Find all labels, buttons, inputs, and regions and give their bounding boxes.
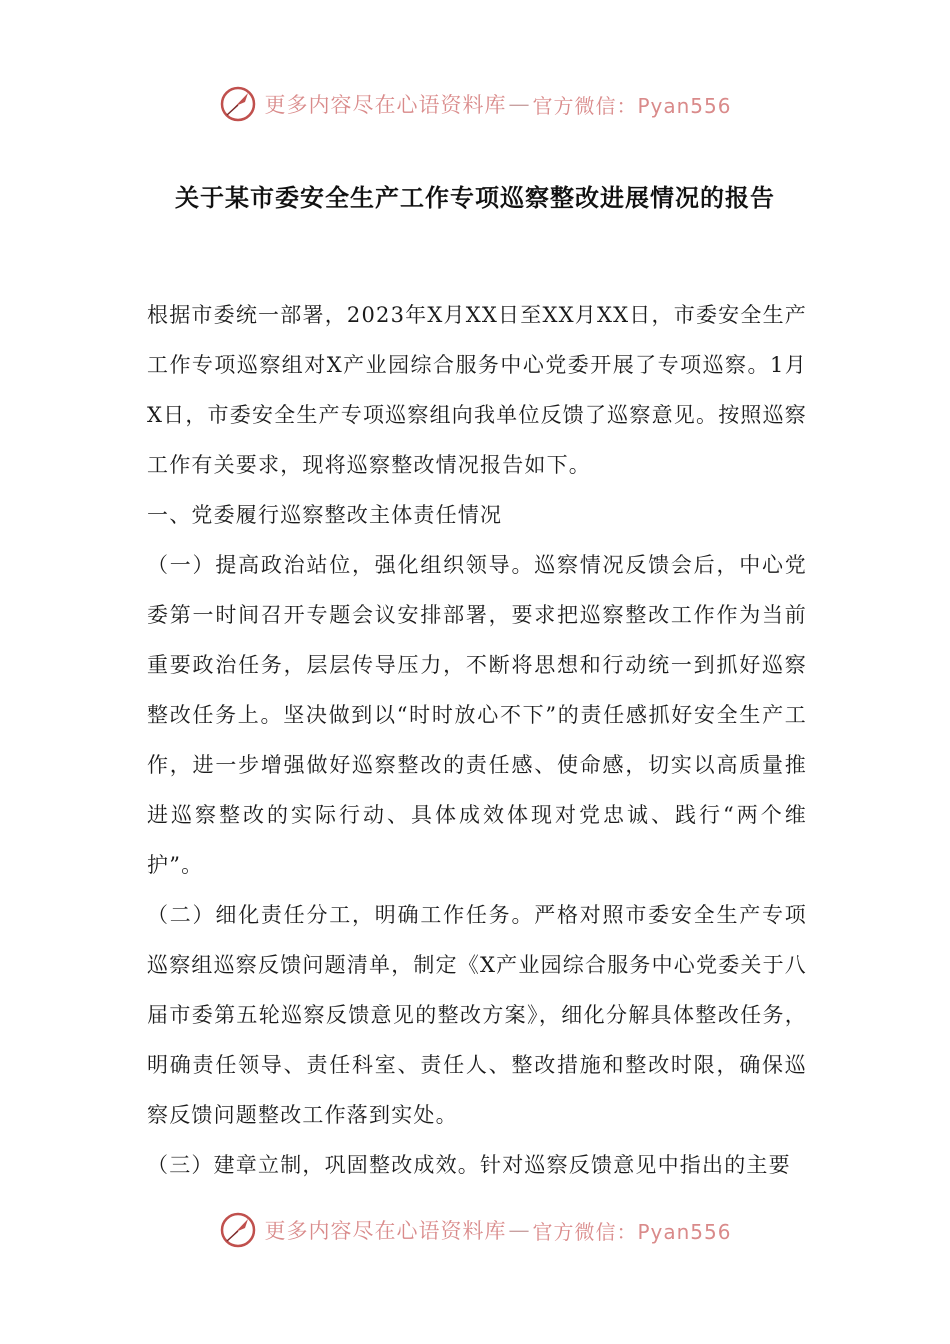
watermark-banner-bottom [0,1210,950,1250]
document-body [147,290,807,1190]
document-title: 关于某市委安全生产工作专项巡察整改进展情况的报告 [175,183,775,212]
watermark-separator: — [508,1218,531,1242]
watermark-separator: — [508,92,531,116]
watermark-text: 更多内容尽在心语资料库 [264,93,507,117]
quill-logo-icon [218,1210,258,1250]
quill-logo-icon [218,84,258,124]
paragraph-intro: 根据市委统一部署，2023年X月XX日至XX月XX日，市委安全生产工作专项巡察组对X产业园综合服务中心党委开展了专项巡察。1月X日，市委安全生产专项巡察组向我单位反馈了巡察意见。按照巡察工作有关要求，现将巡察整改情况报告如下。 [147,303,807,477]
watermark-text: 更多内容尽在心语资料库 [264,1219,507,1243]
section-heading: 一、党委履行巡察整改主体责任情况 [147,503,503,527]
watermark-banner-top [0,84,950,124]
paragraph-item-1: （一）提高政治站位，强化组织领导。巡察情况反馈会后，中心党委第一时间召开专题会议安排部署，要求把巡察整改工作作为当前重要政治任务，层层传导压力，不断将思想和行动统一到抓好巡察整改任务上。坚决做到以“时时放心不下”的责任感抓好安全生产工作，进一步增强做好巡察整改的责任感、使命感，切实以高质量推进巡察整改的实际行动、具体成效体现对党忠诚、践行“两个维护”。 [147,553,807,877]
watermark-wechat: 官方微信：Pyan556 [532,1219,732,1244]
paragraph-item-3: （三）建章立制，巩固整改成效。针对巡察反馈意见中指出的主要 [147,1153,791,1177]
paragraph-item-2: （二）细化责任分工，明确工作任务。严格对照市委安全生产专项巡察组巡察反馈问题清单，制定《X产业园综合服务中心党委关于八届市委第五轮巡察反馈意见的整改方案》，细化分解具体整改任务，明确责任领导、责任科室、责任人、整改措施和整改时限，确保巡察反馈问题整改工作落到实处。 [147,903,807,1127]
watermark-wechat: 官方微信：Pyan556 [532,93,732,118]
